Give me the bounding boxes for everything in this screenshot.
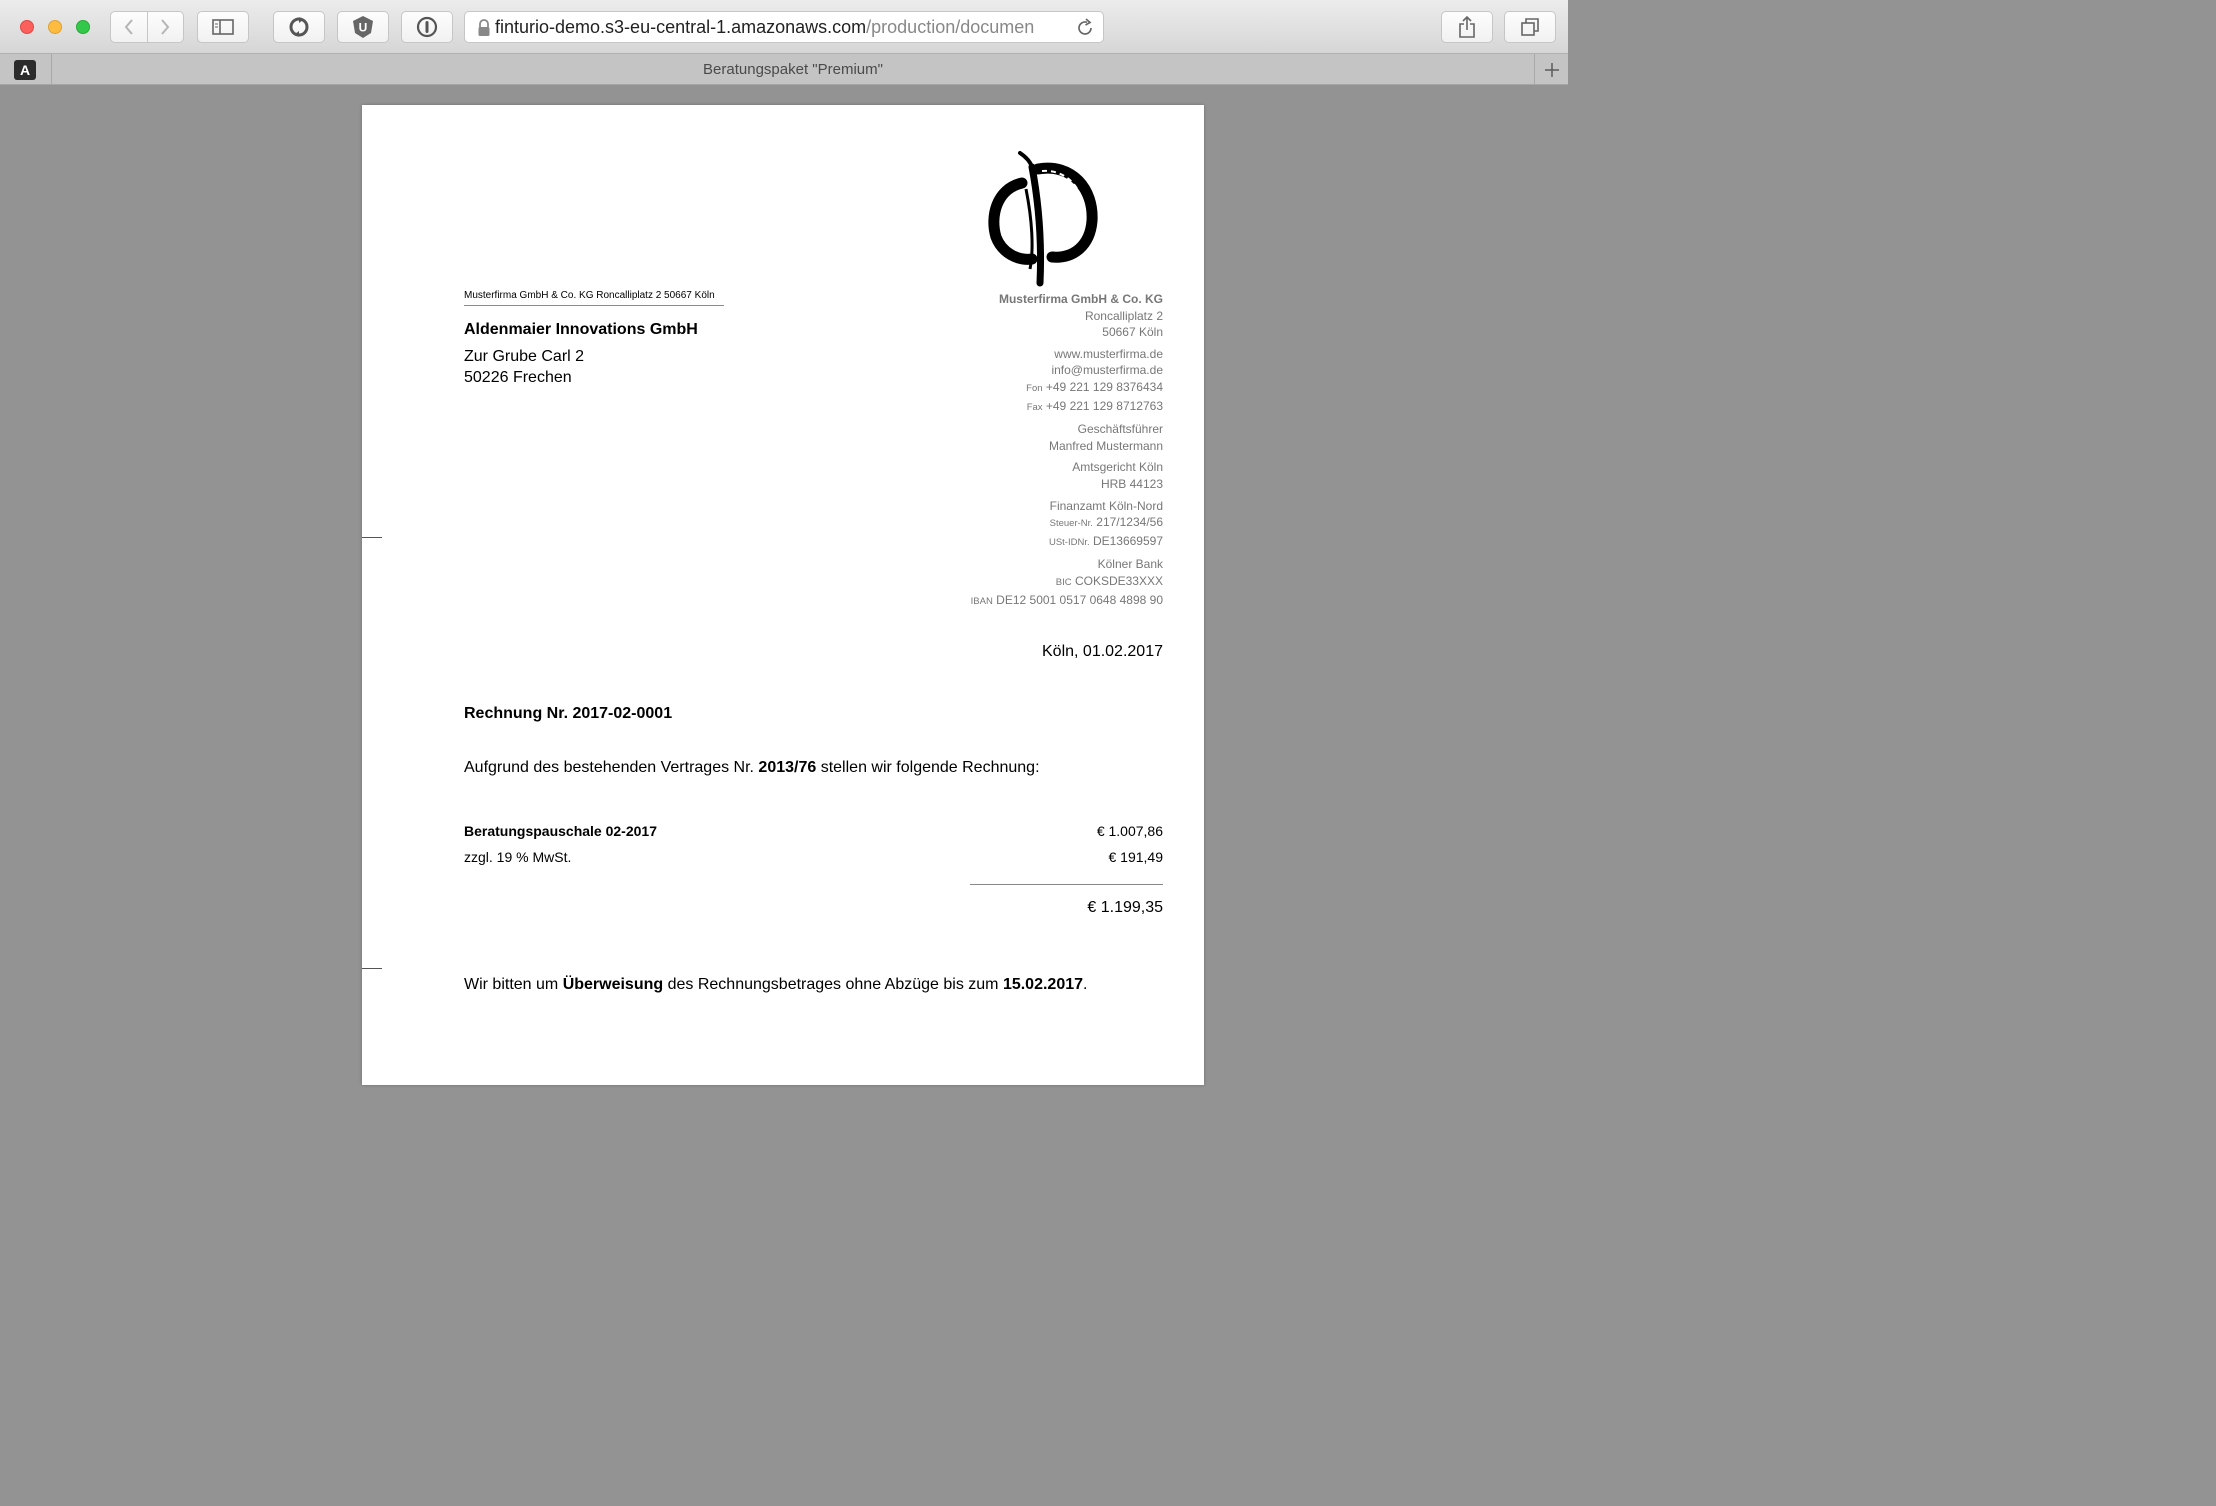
total-divider	[970, 884, 1163, 885]
new-tab-button[interactable]	[1534, 54, 1568, 85]
tab-badge-icon[interactable]: A	[14, 60, 36, 80]
vat-id: USt-IDNr. DE13669597	[1048, 533, 1163, 548]
company-website: www.musterfirma.de	[1054, 346, 1163, 361]
line-item	[464, 823, 1163, 839]
plus-icon	[1544, 62, 1560, 78]
line-item-label: zzgl. 19 % MwSt.	[464, 849, 572, 865]
sender-return-address: Musterfirma GmbH & Co. KG Roncalliplatz 2 50667 Köln	[464, 290, 724, 306]
recipient-name: Aldenmaier Innovations GmbH	[464, 321, 698, 338]
invoice-total: € 1.199,35	[1087, 899, 1163, 916]
company-email: info@musterfirma.de	[1051, 363, 1163, 378]
payment-request: Wir bitten um Überweisung des Rechnungsbetrages ohne Abzüge bis zum 15.02.2017.	[464, 976, 1088, 993]
reload-icon[interactable]	[1075, 18, 1095, 38]
letter-date: Köln, 01.02.2017	[1042, 643, 1163, 660]
tabs-overview-icon	[1520, 17, 1540, 37]
lock-icon	[477, 19, 491, 37]
sidebar-toggle-button[interactable]	[197, 11, 249, 43]
minimize-window-button[interactable]	[48, 20, 62, 34]
line-item-label: Beratungspauschale 02-2017	[464, 823, 657, 839]
line-item	[464, 849, 1163, 865]
address-bar[interactable]	[464, 11, 1104, 43]
fold-mark	[362, 537, 382, 538]
zoom-window-button[interactable]	[76, 20, 90, 34]
password-manager-button[interactable]	[401, 11, 453, 43]
company-fax: Fax +49 221 129 8712763	[1026, 398, 1163, 413]
close-window-button[interactable]	[20, 20, 34, 34]
show-all-tabs-button[interactable]	[1504, 11, 1556, 43]
line-item-amount: € 191,49	[1108, 849, 1163, 865]
recipient-city: 50226 Frechen	[464, 369, 572, 386]
chevron-right-icon	[159, 18, 171, 36]
tax-office: Finanzamt Köln-Nord	[1049, 498, 1163, 513]
navigation-buttons	[110, 11, 184, 43]
line-item-amount: € 1.007,86	[1096, 823, 1163, 839]
active-tab-title[interactable]: Beratungspaket "Premium"	[703, 61, 883, 78]
ublock-extension-button[interactable]	[337, 11, 389, 43]
bank-name: Kölner Bank	[1097, 557, 1163, 572]
share-button[interactable]	[1441, 11, 1493, 43]
chevron-left-icon	[123, 18, 135, 36]
invoice-intro: Aufgrund des bestehenden Vertrages Nr. 2013/76 stellen wir folgende Rechnung:	[464, 759, 1040, 776]
company-name: Musterfirma GmbH & Co. KG	[998, 292, 1163, 306]
tax-number: Steuer-Nr. 217/1234/56	[1049, 515, 1163, 530]
keyhole-icon	[416, 16, 438, 38]
shield-u-icon	[351, 15, 375, 39]
bank-bic: BIC COKSDE33XXX	[1055, 573, 1163, 588]
svg-text:U: U	[358, 20, 368, 35]
recipient-address	[464, 319, 784, 388]
fold-mark	[362, 968, 382, 969]
ceo-label: Geschäftsführer	[1077, 422, 1163, 437]
share-icon	[1458, 16, 1476, 38]
back-button[interactable]	[111, 12, 147, 42]
invoice-title: Rechnung Nr. 2017-02-0001	[464, 705, 673, 722]
forward-button[interactable]	[147, 12, 184, 42]
ceo-name: Manfred Mustermann	[1048, 438, 1163, 453]
register-number: HRB 44123	[1100, 476, 1163, 491]
tab-bar	[0, 54, 1568, 85]
invoice-document	[362, 105, 1204, 1085]
sidebar-icon	[212, 19, 234, 35]
register-court: Amtsgericht Köln	[1072, 460, 1163, 475]
company-logo	[982, 149, 1102, 289]
sync-icon	[288, 16, 310, 38]
browser-toolbar	[0, 0, 1568, 54]
company-street: Roncalliplatz 2	[1084, 308, 1163, 323]
due-date: 15.02.2017	[1002, 976, 1084, 993]
company-city: 50667 Köln	[1102, 325, 1163, 340]
contract-number: 2013/76	[758, 759, 817, 776]
sync-extension-button[interactable]	[273, 11, 325, 43]
url-text: finturio-demo.s3-eu-central-1.amazonaws.com/production/documen	[495, 16, 1035, 37]
company-info-column	[903, 291, 1163, 615]
bank-iban: IBAN DE12 5001 0517 0648 4898 90	[970, 592, 1163, 607]
company-phone: Fon +49 221 129 8376434	[1026, 379, 1163, 394]
recipient-street: Zur Grube Carl 2	[464, 348, 585, 365]
